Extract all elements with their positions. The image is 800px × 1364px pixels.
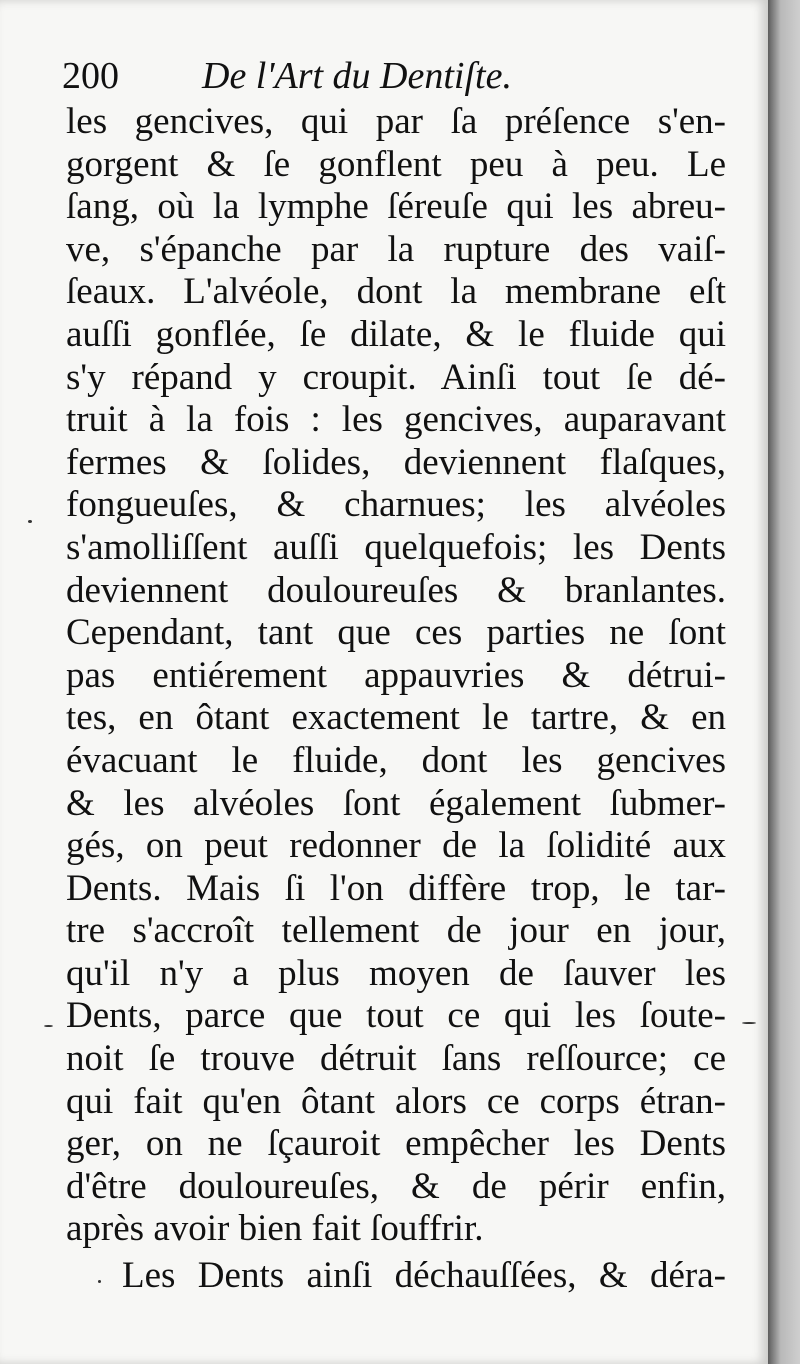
text-line: tre s'accroît tellement de jour en jour, bbox=[66, 910, 726, 952]
text-line: pas entiérement appauvries & détrui- bbox=[66, 654, 726, 696]
text-line: Cependant, tant que ces parties ne ſont bbox=[66, 612, 726, 654]
text-line: Dents. Mais ſi l'on diffère trop, le tar- bbox=[66, 867, 726, 909]
text-line: ger, on ne ſçauroit empêcher les Dents bbox=[66, 1123, 726, 1165]
running-title: De l'Art du Dentiſte. bbox=[202, 55, 512, 97]
text-line: évacuant le fluide, dont les gencives bbox=[66, 739, 726, 781]
ink-speck bbox=[98, 1280, 101, 1283]
body-text bbox=[66, 101, 726, 1298]
ink-speck bbox=[28, 520, 32, 523]
text-line: d'être douloureuſes, & de périr enfin, bbox=[66, 1165, 726, 1207]
text-line: qu'il n'y a plus moyen de ſauver les bbox=[66, 952, 726, 994]
text-line: auſſi gonflée, ſe dilate, & le fluide qui bbox=[66, 313, 726, 355]
text-line: noit ſe trouve détruit ſans reſſource; ce bbox=[66, 1038, 726, 1080]
text-line: fongueuſes, & charnues; les alvéoles bbox=[66, 484, 726, 526]
text-line: s'amolliſſent auſſi quelquefois; les Dents bbox=[66, 526, 726, 568]
text-line: gorgent & ſe gonflent peu à peu. Le bbox=[66, 143, 726, 185]
ink-speck bbox=[742, 1022, 756, 1024]
text-line: gés, on peut redonner de la ſolidité aux bbox=[66, 825, 726, 867]
page-number: 200 bbox=[62, 55, 119, 97]
text-line: qui fait qu'en ôtant alors ce corps étran- bbox=[66, 1080, 726, 1122]
text-line: ſeaux. L'alvéole, dont la membrane eſt bbox=[66, 271, 726, 313]
text-line: tes, en ôtant exactement le tartre, & en bbox=[66, 697, 726, 739]
text-line: les gencives, qui par ſa préſence s'en- bbox=[66, 101, 726, 142]
text-line: deviennent douloureuſes & branlantes. bbox=[66, 569, 726, 611]
text-line-paragraph-end: après avoir bien fait ſouffrir. bbox=[66, 1208, 484, 1250]
text-line: Dents, parce que tout ce qui les ſoute- bbox=[66, 995, 726, 1037]
book-spine-edge bbox=[768, 0, 800, 1364]
text-line-paragraph-start: Les Dents ainſi déchauſſées, & déra- bbox=[122, 1255, 726, 1297]
text-line: s'y répand y croupit. Ainſi tout ſe dé- bbox=[66, 356, 726, 398]
text-line: ſang, où la lymphe ſéreuſe qui les abreu- bbox=[66, 186, 726, 228]
ink-speck bbox=[44, 1025, 53, 1027]
text-line: ve, s'épanche par la rupture des vaiſ- bbox=[66, 228, 726, 270]
text-line: truit à la fois : les gencives, auparavant bbox=[66, 399, 726, 441]
page-header bbox=[62, 52, 722, 100]
text-line: fermes & ſolides, deviennent flaſques, bbox=[66, 441, 726, 483]
text-line: & les alvéoles ſont également ſubmer- bbox=[66, 782, 726, 824]
